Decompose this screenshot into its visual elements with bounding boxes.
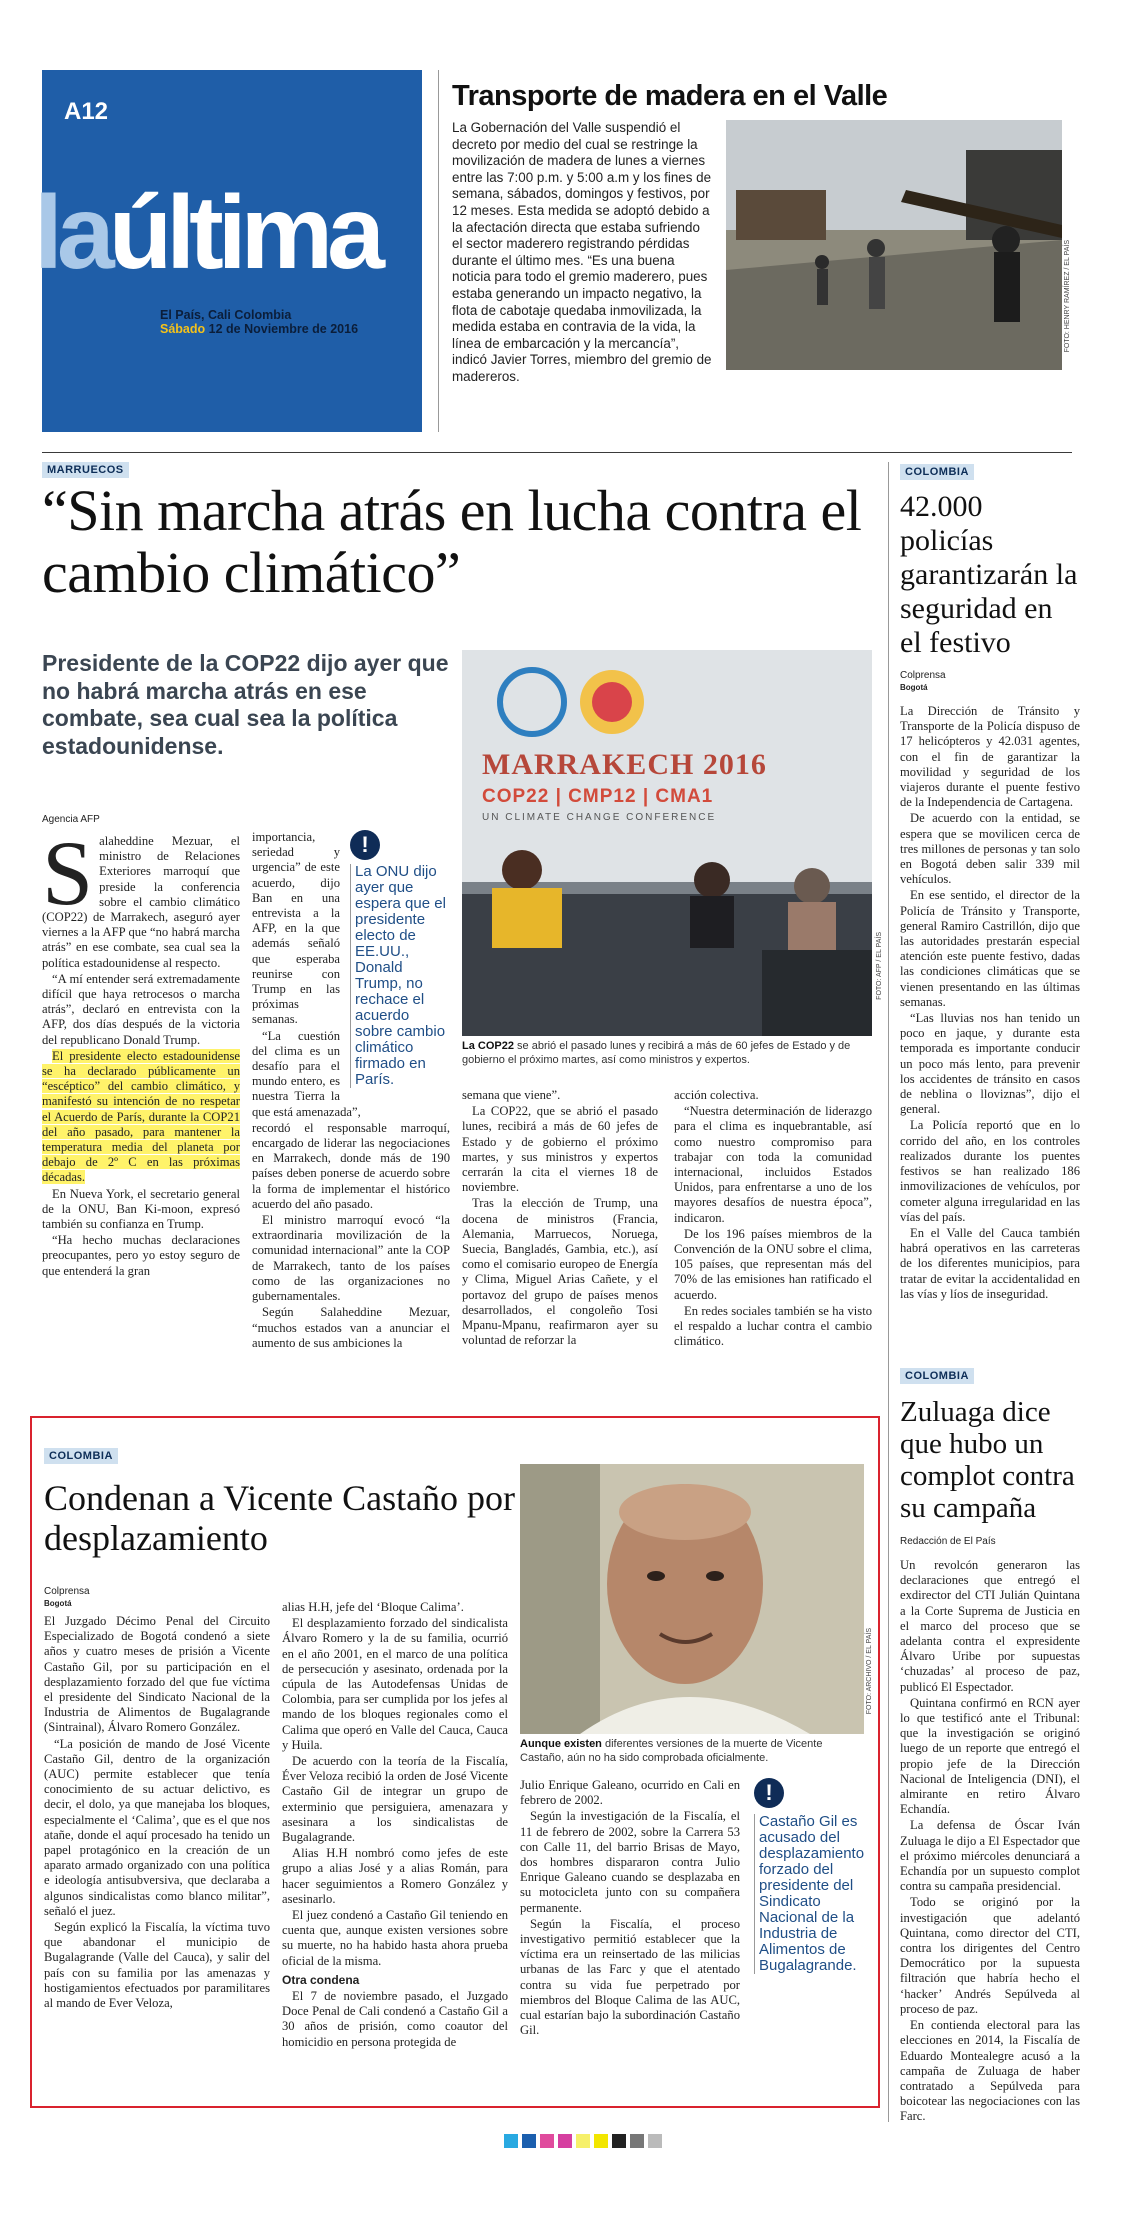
alert-icon: ! <box>350 830 380 860</box>
bottom-c2-p2: El desplazamiento forzado del sindicalista Álvaro Romero y la de su familia, ocurrió en el año 2001, en el marco de una política de persecución y asesinato, ordenada por la cúpula de las Autodefensas Unidas de Colombia, para ser cumplida por los jefes al mando de los bloques regionales como el Calima que operó en Valle del Cauca, Cauca y Huila. <box>282 1616 508 1752</box>
top-story-divider <box>438 70 439 432</box>
right-story-zuluaga <box>900 1366 1080 2126</box>
right2-body <box>900 1558 1080 2125</box>
main-p2: “A mí entender será extremadamente difícil que haya retrocesos o marcha atrás”, declaró en entrevista con la AFP, dos días después de la victoria del republicano Donald Trump. <box>42 971 240 1047</box>
right1-byline-name: Colprensa <box>900 670 946 681</box>
top-story-body: La Gobernación del Valle suspendió el decreto por medio del cual se restringe la movilización de madera de lunes a viernes entre las 7:00 p.m. y 5:00 a.m y los fines de semana, sábados, domingos y festivos, por 12 meses. Esta medida se adoptó debido a la afectación directa que estaba sufriendo el sector maderero registrando pérdidas durante el último mes. “Es una buena noticia para todo el gremio maderero, pues estaba generando un impacto negativo, la flota de cabotaje quedaba inmovilizada, la medida estaba en contravia de la vida, la línea de embarcación y la mercancía”, indicó Javier Torres, miembro del gremio de madereros. <box>452 120 712 384</box>
main-c2-p2: “La cuestión del clima es un desafío para el mundo entero, es nuestra Tierra la que está amenazada”, <box>252 1028 361 1119</box>
right1-byline <box>900 670 1080 694</box>
bottom-p2: “La posición de mando de José Vicente Castaño Gil, dentro de la organización (AUC) permite establecer que tenía conocimiento de su actuar delictivo, es decir, el dolo, ya que manejaba los bloques, especialmente el ‘Calima’, que es el que nos atañe, donde el aquí procesado ha tenido un papel protagónico en la creación de un aparato armado organizado con una política e ideología antisubversiva, que declaraba a algunos sindicalistas como blanco militar”, señaló el juez. <box>44 1736 270 1918</box>
right2-p4: Todo se originó por la investigación que adelantó Quintana, como director del CTI, contra los dirigentes del Centro Democrático por la supuesta filtración que habría hecho el ‘hacker’ Andrés Sepúlveda al proceso de paz. <box>900 1895 1080 2016</box>
bottom-story-frame <box>30 1416 880 2108</box>
cop22-caption-text: se abrió el pasado lunes y recibirá a más de 60 jefes de Estado y de gobierno el próximo martes, así como ministros y expertos. <box>462 1040 851 1066</box>
cop22-caption <box>462 1040 872 1067</box>
color-swatch <box>612 2134 626 2148</box>
castano-illustration <box>520 1464 864 1734</box>
bottom-c2-p5: El juez condenó a Castaño Gil teniendo en cuenta que, aunque existen versiones sobre su muerte, no ha habido hasta ahora prueba oficial de la misma. <box>282 1908 508 1968</box>
wood-transport-photo <box>726 120 1062 370</box>
top-story-title: Transporte de madera en el Valle <box>452 80 888 112</box>
castano-caption-bold: Aunque existen <box>520 1738 602 1750</box>
bottom-byline <box>44 1586 90 1610</box>
masthead-dateline: El País, Cali Colombia Sábado 12 de Noviembre de 2016 <box>160 308 359 336</box>
bottom-p3: Según explicó la Fiscalía, la víctima tuvo que abandonar el municipio de Bugalagrande (Valle del Cauca), y salir del país con su familia por las amenazas y hostigamientos efectuados por paramilitares al mando de Ever Veloza, <box>44 1920 270 2011</box>
bottom-c3-p1: Julio Enrique Galeano, ocurrido en Cali en febrero de 2002. <box>520 1778 740 1808</box>
castano-caption <box>520 1738 864 1765</box>
main-p5: “Ha hecho muchas declaraciones preocupantes, pero yo estoy seguro de que entenderá la gran <box>42 1233 240 1278</box>
right-column-divider <box>888 462 889 2122</box>
bottom-c2-p1: alias H.H, jefe del ‘Bloque Calima’. <box>282 1600 464 1614</box>
right1-p4: “Las lluvias nos han tenido un poco en jaque, y durante esta temporada es importante conducir un poco más lento, para prevenir los accidentes de tránsito en casos de neblina o lloviznas”, dijo el general. <box>900 1011 1080 1117</box>
bottom-c3-p3: Según la Fiscalía, el proceso investigativo permitió establecer que la víctima era un reinsertado de las milicias urbanas de las Farc y que el atentado contra su vida fue perpetrado por miembros del Bloque Calima de las AUC, cual estarían bajo la subordinación Castaño Gil. <box>520 1916 740 2038</box>
right1-byline-city: Bogotá <box>900 683 928 692</box>
main-c4-p2: “Nuestra determinación de liderazgo para el clima es inquebrantable, así como nuestro compromiso para trabajar con toda la comunidad internacional, incluidos Estados Unidos, para enfrentarse a uno de los mayores desafíos de nuestra época”, indicaron. <box>674 1104 872 1225</box>
main-c2-p1: importancia, seriedad y urgencia” de este acuerdo, dijo Ban en una entrevista a la AFP, en la que además señaló que esperaba reunirse con Trump en las próximas semanas. <box>252 830 340 1027</box>
main-col-2 <box>252 830 450 1352</box>
paper-city: Cali Colombia <box>207 308 292 322</box>
color-swatch <box>558 2134 572 2148</box>
right1-p3: En ese sentido, el director de la Policía de Tránsito y Transporte, general Ramiro Castrillón, dijo que las autoridades prestarán especial atención este puente festivo, dadas las condiciones climáticas que se vienen presentando en las últimas semanas. <box>900 888 1080 1009</box>
right1-p6: En el Valle del Cauca también habrá operativos en las carreteras de los diferentes municipios, para tratar de evitar la accidentalidad en las vías y líos de inseguridad. <box>900 1225 1080 1301</box>
color-swatch <box>540 2134 554 2148</box>
color-swatch <box>576 2134 590 2148</box>
main-c4-p3: De los 196 países miembros de la Convención de la ONU sobre el clima, 105 países, que representan más del 70% de las emisiones han ratificado el acuerdo. <box>674 1226 872 1302</box>
castano-photo-credit: FOTO: ARCHIVO / EL PAÍS <box>866 1628 873 1715</box>
main-p3-wrap <box>42 1049 240 1186</box>
bottom-c2-p6: El 7 de noviembre pasado, el Juzgado Doce Penal de Cali condenó a Castaño Gil a 30 años de prisión, como coautor del homicidio en persona protegida de <box>282 1989 508 2049</box>
main-sidebar <box>350 830 450 1088</box>
bottom-c2-p3: De acuerdo con la teoría de la Fiscalía, Éver Veloza recibió la orden de José Vicente Castaño Gil de integrar un grupo de exterminio que persiguiera, amenazara y asesinara a los sindicalistas de Bugalagrande. <box>282 1754 508 1845</box>
bottom-p1: El Juzgado Décimo Penal del Circuito Especializado de Bogotá condenó a siete años y cuatro meses de prisión a Vicente Castaño Gil, por su participación en el desplazamiento forzado del que fue víctima el presidente del Sindicato Nacional de la Industria de Alimentos de Bugalagrande (Sintrainal), Álvaro Romero González. <box>44 1614 270 1735</box>
castano-caption-text: diferentes versiones de la muerte de Vicente Castaño, aún no ha sido comprobada oficialmente. <box>520 1738 823 1764</box>
right1-tag: COLOMBIA <box>900 464 974 480</box>
right-story-police <box>900 462 1080 1303</box>
main-deck: Presidente de la COP22 dijo ayer que no habrá marcha atrás en ese combate, sea cual sea la política estadounidense. <box>42 650 449 759</box>
banner-sub: COP22 | CMP12 | CMA1 <box>482 786 714 807</box>
right2-p5: En contienda electoral para las elecciones en 2014, la Fiscalía de Eduardo Montealegre acusó a la campaña de Zuluaga de haber contratado a Sepúlveda para boicotear las negociaciones con las Farc. <box>900 2018 1080 2124</box>
banner-sub2: UN CLIMATE CHANGE CONFERENCE <box>482 812 717 823</box>
bottom-col-1 <box>44 1614 270 2012</box>
section-name <box>34 175 379 291</box>
color-calibration-bar <box>504 2134 662 2148</box>
cop22-photo-credit: FOTO: AFP / EL PAÍS <box>876 932 883 1000</box>
color-swatch <box>648 2134 662 2148</box>
page-number: A12 <box>64 98 109 125</box>
color-swatch <box>594 2134 608 2148</box>
main-c2-p3: recordó el responsable marroquí, encargado de liderar las negociaciones en Marrakech, donde más de 190 países deben ponerse de acuerdo sobre la forma de implementar el histórico acuerdo del año pasado. <box>252 1120 450 1211</box>
bottom-headline: Condenan a Vicente Castaño por desplazamiento <box>44 1478 516 1558</box>
section-divider <box>42 452 1072 453</box>
right1-body <box>900 704 1080 1302</box>
wood-transport-illustration <box>726 120 1062 370</box>
right2-p1: Un revolcón generaron las declaraciones que entregó el exdirector del CTI Julián Quintana a la Corte Suprema de Justicia en el marco del proceso que se adelanta contra el expresidente Álvaro Uribe por supuestas ‘chuzadas’ al proceso de paz, publicó El Espectador. <box>900 1558 1080 1694</box>
bottom-col-2 <box>282 1600 508 2051</box>
right2-tag: COLOMBIA <box>900 1368 974 1384</box>
paper-name: El País <box>160 308 201 322</box>
cop22-caption-bold: La COP22 <box>462 1040 514 1052</box>
drop-cap: S <box>42 822 94 924</box>
main-col-1 <box>42 822 240 1280</box>
bottom-subhead: Otra condena <box>282 1972 360 1987</box>
main-c4-p1: acción colectiva. <box>674 1088 759 1102</box>
right2-headline: Zuluaga dice que hubo un complot contra su campaña <box>900 1396 1075 1524</box>
main-sidebar-quote: La ONU dijo ayer que espera que el presidente electo de EE.UU., Donald Trump, no rechace el acuerdo sobre cambio climático firmado en París. <box>350 864 450 1088</box>
main-p1: alaheddine Mezuar, el ministro de Relaciones Exteriores marroquí que preside la conferencia sobre el cambio climático (COP22) de Marrakech, aseguró ayer viernes a la AFP que “no habrá marcha atrás” en ese combate, sea cual sea la política estadounidense al respecto. <box>42 834 240 970</box>
color-swatch <box>504 2134 518 2148</box>
right1-headline: 42.000 policías garantizarán la seguridad en el festivo <box>900 490 1078 659</box>
bottom-c3-p2: Según la investigación de la Fiscalía, el 11 de febrero de 2002, sobre la Carrera 53 con Calle 11, del barrio Brisas de Mayo, dos hombres dispararon contra Julio Enrique Galeano cuando se desplazaba en su motocicleta junto con su compañera permanente. <box>520 1809 740 1915</box>
right2-byline: Redacción de El País <box>900 1536 996 1547</box>
color-swatch <box>522 2134 536 2148</box>
bottom-sidebar-quote: Castaño Gil es acusado del desplazamiento forzado del presidente del Sindicato Nacional de la Industria de Alimentos de Bugalagrande. <box>754 1814 864 1974</box>
main-c3-p2: La COP22, que se abrió el pasado lunes, recibirá a más de 60 jefes de Estado y de gobierno el próximo martes, y sus ministros y expertos cerrarán la cita el viernes 18 de noviembre. <box>462 1104 658 1195</box>
main-c3-p3: Tras la elección de Trump, una docena de ministros (Francia, Alemania, Marruecos, Noruega, Suecia, Bangladés, Gambia, etc.), así como el comisario europeo de Energía y Clima, Miguel Arias Cañete, y el portavoz del grupo de países menos desarrollados, el congoleño Tosi Mpanu-Mpanu, reafirmaron ayer su voluntad de reforzar la <box>462 1196 658 1348</box>
main-col-4 <box>674 1088 872 1350</box>
bottom-sidebar <box>754 1778 864 1974</box>
main-story-tag: MARRUECOS <box>42 462 129 478</box>
top-story-text-left <box>452 120 714 386</box>
bottom-byline-name: Colprensa <box>44 1586 90 1597</box>
main-col-3 <box>462 1088 658 1349</box>
top-photo-credit: FOTO: HENRY RAMÍREZ / EL PAÍS <box>1064 240 1071 353</box>
main-p4: En Nueva York, el secretario general de la ONU, Ban Ki-moon, expresó también su confianza en Trump. <box>42 1186 240 1232</box>
color-swatch <box>630 2134 644 2148</box>
main-story <box>42 462 883 1422</box>
section-main: última <box>108 175 379 291</box>
section-prefix: la <box>34 175 109 291</box>
cop22-photo <box>462 650 872 1036</box>
right1-p2: De acuerdo con la entidad, se espera que se movilicen cerca de tres millones de personas y tan solo en Bogotá deben salir 339 mil vehículos. <box>900 811 1080 887</box>
banner-title: MARRAKECH 2016 <box>482 748 767 781</box>
right2-p3: La defensa de Óscar Iván Zuluaga le dijo a El Espectador que el próximo miércoles denunciará a Echandía por un supuesto complot contra su campaña presidencial. <box>900 1818 1080 1894</box>
date-day: Sábado <box>160 322 206 336</box>
main-c3-p1: semana que viene”. <box>462 1088 561 1102</box>
main-c2-p4: El ministro marroquí evocó “la extraordinaria movilización de la comunidad internacional” ante la COP de Marrakech, tanto de los países como de las organizaciones no gubernamentales. <box>252 1213 450 1304</box>
alert-icon: ! <box>754 1778 784 1808</box>
castano-photo <box>520 1464 864 1734</box>
right1-p5: La Policía reportó que en lo corrido del año, en los controles realizados durante los puentes festivos se han realizado 186 inmovilizaciones de vehículos, por cometer alguna irregularidad en las vías del país. <box>900 1118 1080 1224</box>
main-p3-highlight: El presidente electo estadounidense se ha declarado públicamente un “escéptico” del cambio climático, y manifestó su intención de no respetar el Acuerdo de París, durante la COP21 del año pasado, para mantener la temperatura media del planeta por debajo de 2º C en las próximas décadas. <box>42 1048 240 1185</box>
main-c4-p4: En redes sociales también se ha visto el respaldo a luchar contra el cambio climático. <box>674 1303 872 1349</box>
section-masthead <box>34 70 422 432</box>
bottom-c2-p4: Alias H.H nombró como jefes de este grupo a alias José y a alias Román, para hacer seguimientos a Romero González y asesinarlo. <box>282 1846 508 1906</box>
bottom-tag: COLOMBIA <box>44 1448 118 1464</box>
cop22-illustration <box>462 650 872 1036</box>
date-text: 12 de Noviembre de 2016 <box>208 322 359 336</box>
right1-p1: La Dirección de Tránsito y Transporte de la Policía dispuso de 17 helicópteros y 42.031 agentes, con el fin de garantizar la movilidad y seguridad de los viajeros durante el puente festivo de la Independencia de Cartagena. <box>900 704 1080 810</box>
bottom-col-3 <box>520 1778 740 2039</box>
bottom-byline-city: Bogotá <box>44 1599 72 1608</box>
main-byline: Agencia AFP <box>42 814 100 825</box>
right2-p2: Quintana confirmó en RCN ayer lo que testificó ante el Tribunal: que la investigación se originó luego de un reporte que entregó el propio jefe de la Dirección Nacional de Inteligencia (DNI), el almirante en retiro Álvaro Echandía. <box>900 1695 1080 1817</box>
main-c2-p5: Según Salaheddine Mezuar, “muchos estados van a anunciar el aumento de sus ambiciones la <box>252 1305 450 1350</box>
main-headline: “Sin marcha atrás en lucha contra el cambio climático” <box>42 478 862 605</box>
